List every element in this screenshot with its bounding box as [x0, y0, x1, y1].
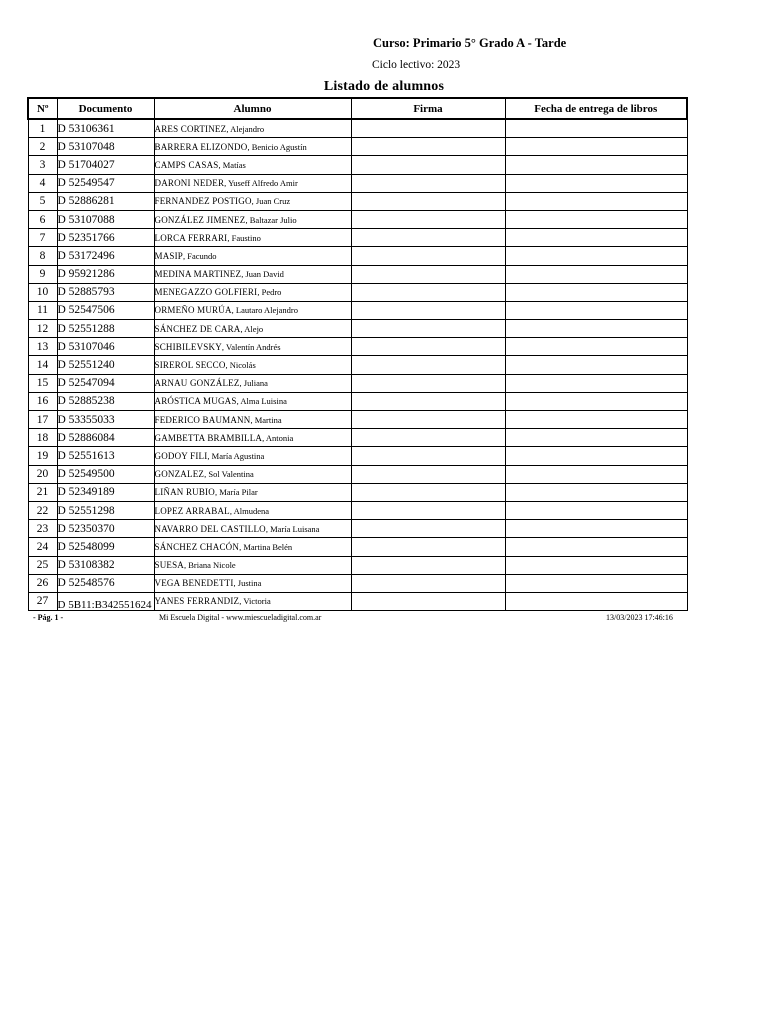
student-name	[154, 520, 351, 538]
row-number: 19	[28, 447, 57, 465]
student-given-name: Antonia	[265, 432, 294, 443]
student-name	[154, 356, 351, 374]
row-number: 7	[28, 229, 57, 247]
name-separator: ,	[207, 450, 212, 461]
delivery-date-cell	[505, 174, 687, 192]
document-number: D 52551240	[57, 356, 154, 374]
table-row	[28, 592, 687, 610]
delivery-date-cell	[505, 338, 687, 356]
student-surname: LIÑAN RUBIO	[154, 487, 215, 498]
name-separator: ,	[231, 305, 236, 316]
document-number: D 5B11:B342551624	[57, 592, 154, 610]
signature-cell	[351, 247, 505, 265]
table-row	[28, 538, 687, 556]
student-surname: GODOY FILI	[154, 450, 208, 461]
student-name	[154, 265, 351, 283]
student-given-name: Faustino	[231, 232, 261, 243]
name-separator: ,	[184, 560, 189, 571]
student-given-name: Alejo	[244, 323, 264, 334]
student-given-name: Juan Cruz	[255, 196, 291, 207]
student-name	[154, 592, 351, 610]
student-surname: BARRERA ELIZONDO	[154, 141, 248, 152]
student-name	[154, 556, 351, 574]
row-number: 9	[28, 265, 57, 283]
student-given-name: Benicio Agustín	[251, 141, 307, 152]
student-name	[154, 374, 351, 392]
signature-cell	[351, 465, 505, 483]
table-row	[28, 320, 687, 338]
column-header-number: Nº	[28, 98, 57, 119]
table-row	[28, 301, 687, 319]
delivery-date-cell	[505, 465, 687, 483]
school-cycle: Ciclo lectivo: 2023	[372, 59, 461, 71]
signature-cell	[351, 556, 505, 574]
student-name	[154, 574, 351, 592]
student-name	[154, 320, 351, 338]
delivery-date-cell	[505, 119, 687, 138]
signature-cell	[351, 119, 505, 138]
name-separator: ,	[247, 141, 252, 152]
student-given-name: Martina Belén	[243, 541, 293, 552]
student-surname: MEDINA MARTINEZ	[154, 269, 242, 280]
document-number: D 52551613	[57, 447, 154, 465]
document-number: D 52551288	[57, 320, 154, 338]
name-separator: ,	[233, 578, 238, 589]
delivery-date-cell	[505, 592, 687, 610]
document-number: D 53108382	[57, 556, 154, 574]
delivery-date-cell	[505, 447, 687, 465]
table-row	[28, 483, 687, 501]
table-row	[28, 520, 687, 538]
delivery-date-cell	[505, 538, 687, 556]
row-number: 24	[28, 538, 57, 556]
student-table	[27, 97, 688, 611]
student-surname: SÁNCHEZ CHACÓN	[154, 541, 240, 552]
student-name	[154, 301, 351, 319]
student-surname: FEDERICO BAUMANN	[154, 414, 251, 425]
table-row	[28, 447, 687, 465]
row-number: 11	[28, 301, 57, 319]
student-name	[154, 283, 351, 301]
student-given-name: Facundo	[187, 250, 217, 261]
table-row	[28, 192, 687, 210]
student-surname: DARONI NEDER	[154, 178, 225, 189]
delivery-date-cell	[505, 265, 687, 283]
student-name	[154, 229, 351, 247]
student-surname: MENEGAZZO GOLFIERI	[154, 287, 258, 298]
row-number: 27	[28, 592, 57, 610]
document-number: D 52551298	[57, 501, 154, 519]
delivery-date-cell	[505, 483, 687, 501]
student-surname: SIREROL SECCO	[154, 360, 226, 371]
student-given-name: Justina	[237, 578, 262, 589]
document-number: D 95921286	[57, 265, 154, 283]
student-name	[154, 465, 351, 483]
signature-cell	[351, 392, 505, 410]
document-number: D 53107046	[57, 338, 154, 356]
name-separator: ,	[225, 360, 230, 371]
student-name	[154, 138, 351, 156]
delivery-date-cell	[505, 192, 687, 210]
row-number: 13	[28, 338, 57, 356]
delivery-date-cell	[505, 520, 687, 538]
name-separator: ,	[239, 541, 244, 552]
row-number: 5	[28, 192, 57, 210]
signature-cell	[351, 592, 505, 610]
student-given-name: Briana Nicole	[188, 560, 236, 571]
signature-cell	[351, 411, 505, 429]
document-number: D 52547506	[57, 301, 154, 319]
delivery-date-cell	[505, 283, 687, 301]
student-surname: ARES CORTINEZ	[154, 123, 227, 134]
document-number: D 52549500	[57, 465, 154, 483]
document-title: Listado de alumnos	[323, 79, 445, 94]
row-number: 14	[28, 356, 57, 374]
table-row	[28, 429, 687, 447]
student-name	[154, 119, 351, 138]
student-given-name: Matías	[222, 159, 246, 170]
student-given-name: María Pilar	[219, 487, 258, 498]
name-separator: ,	[250, 414, 255, 425]
student-given-name: Juan David	[245, 269, 284, 280]
document-number: D 52351766	[57, 229, 154, 247]
student-given-name: María Luisana	[270, 523, 320, 534]
table-row	[28, 265, 687, 283]
table-row	[28, 392, 687, 410]
document-number: D 52349189	[57, 483, 154, 501]
signature-cell	[351, 265, 505, 283]
name-separator: ,	[229, 505, 234, 516]
document-number: D 52885793	[57, 283, 154, 301]
column-header-document: Documento	[57, 98, 154, 119]
student-surname: GAMBETTA BRAMBILLA	[154, 432, 263, 443]
document-number: D 52547094	[57, 374, 154, 392]
table-row	[28, 411, 687, 429]
name-separator: ,	[239, 378, 244, 389]
document-number: D 51704027	[57, 156, 154, 174]
student-given-name: Almudena	[233, 505, 270, 516]
document-number: D 52886084	[57, 429, 154, 447]
table-row	[28, 338, 687, 356]
student-surname: ARÓSTICA MUGAS	[154, 396, 237, 407]
delivery-date-cell	[505, 392, 687, 410]
table-row	[28, 465, 687, 483]
student-name	[154, 338, 351, 356]
student-name	[154, 483, 351, 501]
signature-cell	[351, 374, 505, 392]
name-separator: ,	[236, 396, 241, 407]
student-surname: GONZÁLEZ JIMENEZ	[154, 214, 246, 225]
signature-cell	[351, 338, 505, 356]
signature-cell	[351, 320, 505, 338]
delivery-date-cell	[505, 574, 687, 592]
student-given-name: Lautaro Alejandro	[235, 305, 298, 316]
document-number: D 52350370	[57, 520, 154, 538]
row-number: 22	[28, 501, 57, 519]
delivery-date-cell	[505, 501, 687, 519]
delivery-date-cell	[505, 411, 687, 429]
student-surname: VEGA BENEDETTI	[154, 578, 234, 589]
row-number: 8	[28, 247, 57, 265]
signature-cell	[351, 229, 505, 247]
document-number: D 53172496	[57, 247, 154, 265]
delivery-date-cell	[505, 210, 687, 228]
print-timestamp: 13/03/2023 17:46:16	[606, 613, 673, 622]
student-surname: ORMEÑO MURÚA	[154, 305, 232, 316]
row-number: 15	[28, 374, 57, 392]
student-name	[154, 538, 351, 556]
signature-cell	[351, 192, 505, 210]
row-number: 21	[28, 483, 57, 501]
student-surname: GONZALEZ	[154, 469, 205, 480]
student-surname: CAMPS CASAS	[154, 159, 219, 170]
row-number: 18	[28, 429, 57, 447]
name-separator: ,	[214, 487, 220, 498]
column-header-signature: Firma	[351, 98, 505, 119]
table-row	[28, 356, 687, 374]
delivery-date-cell	[505, 374, 687, 392]
student-given-name: María Agustina	[211, 450, 265, 461]
student-name	[154, 174, 351, 192]
document-number: D 53107048	[57, 138, 154, 156]
document-number: D 52885238	[57, 392, 154, 410]
name-separator: ,	[226, 123, 231, 134]
row-number: 26	[28, 574, 57, 592]
table-row	[28, 156, 687, 174]
row-number: 16	[28, 392, 57, 410]
student-surname: YANES FERRANDIZ	[154, 596, 240, 607]
student-given-name: Alma Luisina	[240, 396, 287, 407]
delivery-date-cell	[505, 429, 687, 447]
document-number: D 53355033	[57, 411, 154, 429]
signature-cell	[351, 156, 505, 174]
table-header	[28, 98, 687, 119]
student-name	[154, 501, 351, 519]
name-separator: ,	[240, 323, 245, 334]
student-given-name: Alejandro	[230, 123, 265, 134]
document-number: D 52548576	[57, 574, 154, 592]
name-separator: ,	[251, 196, 256, 207]
delivery-date-cell	[505, 556, 687, 574]
table-row	[28, 229, 687, 247]
name-separator: ,	[221, 341, 227, 352]
document-number: D 52886281	[57, 192, 154, 210]
row-number: 3	[28, 156, 57, 174]
document-number: D 52549547	[57, 174, 154, 192]
signature-cell	[351, 301, 505, 319]
name-separator: ,	[239, 596, 244, 607]
student-given-name: Valentín Andrés	[226, 341, 281, 352]
name-separator: ,	[218, 159, 223, 170]
student-surname: LORCA FERRARI	[154, 232, 228, 243]
delivery-date-cell	[505, 320, 687, 338]
delivery-date-cell	[505, 138, 687, 156]
site-credit: Mi Escuela Digital - www.miescueladigital.com.ar	[159, 613, 322, 622]
student-surname: SCHIBILEVSKY	[154, 341, 222, 352]
student-surname: MASIP	[154, 250, 184, 261]
table-row	[28, 374, 687, 392]
course-heading: Curso: Primario 5° Grado A - Tarde	[373, 36, 567, 50]
signature-cell	[351, 138, 505, 156]
row-number: 10	[28, 283, 57, 301]
student-surname: LOPEZ ARRABAL	[154, 505, 230, 516]
document-number: D 53106361	[57, 119, 154, 138]
row-number: 1	[28, 119, 57, 138]
student-name	[154, 247, 351, 265]
signature-cell	[351, 210, 505, 228]
student-surname: NAVARRO DEL CASTILLO	[154, 523, 266, 534]
student-given-name: Martina	[254, 414, 282, 425]
student-name	[154, 392, 351, 410]
page-number: - Pág. 1 -	[33, 613, 64, 622]
name-separator: ,	[241, 269, 246, 280]
row-number: 25	[28, 556, 57, 574]
name-separator: ,	[204, 469, 209, 480]
signature-cell	[351, 356, 505, 374]
signature-cell	[351, 429, 505, 447]
table-row	[28, 138, 687, 156]
document-number: D 53107088	[57, 210, 154, 228]
student-given-name: Pedro	[261, 287, 282, 298]
row-number: 2	[28, 138, 57, 156]
row-number: 20	[28, 465, 57, 483]
table-row	[28, 283, 687, 301]
student-given-name: Baltazar Julio	[249, 214, 297, 225]
student-given-name: Juliana	[243, 378, 268, 389]
delivery-date-cell	[505, 156, 687, 174]
signature-cell	[351, 538, 505, 556]
table-row	[28, 210, 687, 228]
table-row	[28, 574, 687, 592]
delivery-date-cell	[505, 229, 687, 247]
delivery-date-cell	[505, 247, 687, 265]
signature-cell	[351, 283, 505, 301]
name-separator: ,	[183, 250, 188, 261]
column-header-delivery-date: Fecha de entrega de libros	[505, 98, 687, 119]
delivery-date-cell	[505, 301, 687, 319]
student-given-name: Sol Valentina	[208, 469, 254, 480]
row-number: 23	[28, 520, 57, 538]
name-separator: ,	[245, 214, 250, 225]
document-number: D 52548099	[57, 538, 154, 556]
signature-cell	[351, 574, 505, 592]
signature-cell	[351, 447, 505, 465]
name-separator: ,	[262, 432, 266, 443]
student-given-name: Victoria	[243, 596, 271, 607]
signature-cell	[351, 520, 505, 538]
name-separator: ,	[265, 523, 271, 534]
student-given-name: Nicolás	[229, 360, 256, 371]
student-name	[154, 192, 351, 210]
student-surname: ARNAU GONZÁLEZ	[154, 378, 240, 389]
column-header-student: Alumno	[154, 98, 351, 119]
name-separator: ,	[224, 178, 229, 189]
student-name	[154, 156, 351, 174]
student-name	[154, 447, 351, 465]
student-name	[154, 411, 351, 429]
student-surname: FERNANDEZ POSTIGO	[154, 196, 252, 207]
table-row	[28, 174, 687, 192]
student-surname: SÁNCHEZ DE CARA	[154, 323, 241, 334]
table-body	[28, 119, 687, 611]
name-separator: ,	[227, 232, 232, 243]
student-surname: SUESA	[154, 560, 185, 571]
student-name	[154, 210, 351, 228]
row-number: 17	[28, 411, 57, 429]
name-separator: ,	[257, 287, 262, 298]
signature-cell	[351, 501, 505, 519]
signature-cell	[351, 483, 505, 501]
table-row	[28, 556, 687, 574]
table-row	[28, 119, 687, 138]
row-number: 4	[28, 174, 57, 192]
delivery-date-cell	[505, 356, 687, 374]
table-row	[28, 247, 687, 265]
row-number: 12	[28, 320, 57, 338]
table-row	[28, 501, 687, 519]
student-given-name: Yuseff Alfredo Amir	[228, 178, 298, 189]
row-number: 6	[28, 210, 57, 228]
student-name	[154, 429, 351, 447]
signature-cell	[351, 174, 505, 192]
